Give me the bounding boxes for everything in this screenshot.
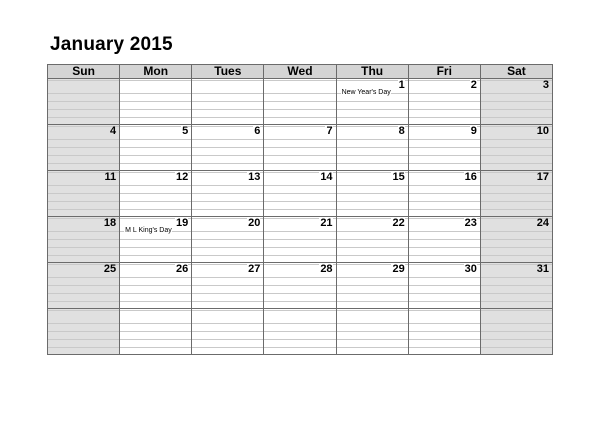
day-number: 15 bbox=[392, 171, 405, 183]
day-cell-lines bbox=[48, 79, 119, 124]
day-cell-lines bbox=[409, 125, 480, 170]
day-cell-lines bbox=[120, 171, 191, 216]
day-cell-lines bbox=[264, 309, 335, 354]
week-row bbox=[48, 171, 553, 217]
day-number: 30 bbox=[464, 263, 477, 275]
day-cell-lines bbox=[409, 171, 480, 216]
day-cell bbox=[408, 309, 480, 355]
day-number: 5 bbox=[182, 125, 189, 137]
day-number: 13 bbox=[248, 171, 261, 183]
day-cell bbox=[336, 309, 408, 355]
day-number: 23 bbox=[464, 217, 477, 229]
day-cell-lines bbox=[192, 171, 263, 216]
day-cell-lines bbox=[337, 309, 408, 354]
day-cell bbox=[264, 217, 336, 263]
day-cell bbox=[48, 171, 120, 217]
day-cell-lines bbox=[481, 171, 552, 216]
day-cell bbox=[48, 263, 120, 309]
day-cell bbox=[480, 79, 552, 125]
holiday-label: M L King's Day bbox=[125, 227, 172, 234]
day-cell bbox=[192, 309, 264, 355]
day-cell-lines bbox=[48, 217, 119, 262]
day-cell bbox=[408, 217, 480, 263]
day-number: 14 bbox=[320, 171, 333, 183]
day-number: 20 bbox=[248, 217, 261, 229]
day-cell-lines bbox=[48, 171, 119, 216]
day-cell bbox=[480, 171, 552, 217]
day-number: 28 bbox=[320, 263, 333, 275]
week-row bbox=[48, 217, 553, 263]
day-cell bbox=[408, 79, 480, 125]
day-cell-lines bbox=[264, 217, 335, 262]
day-cell-lines bbox=[337, 171, 408, 216]
weekday-header-fri: Fri bbox=[408, 65, 480, 79]
day-number: 26 bbox=[176, 263, 189, 275]
day-cell bbox=[120, 263, 192, 309]
day-cell bbox=[480, 263, 552, 309]
day-cell bbox=[336, 125, 408, 171]
day-cell-lines bbox=[481, 217, 552, 262]
day-cell-lines bbox=[337, 79, 408, 124]
day-cell-lines bbox=[192, 79, 263, 124]
weekday-header-row bbox=[48, 65, 553, 79]
day-cell-lines bbox=[120, 79, 191, 124]
day-cell bbox=[48, 79, 120, 125]
day-cell-lines bbox=[481, 309, 552, 354]
calendar-title: January 2015 bbox=[50, 34, 173, 55]
day-number: 9 bbox=[470, 125, 477, 137]
day-cell-lines bbox=[264, 125, 335, 170]
day-cell bbox=[480, 309, 552, 355]
day-number: 27 bbox=[248, 263, 261, 275]
weekday-header-sat: Sat bbox=[480, 65, 552, 79]
day-number: 17 bbox=[536, 171, 549, 183]
weekday-header-wed: Wed bbox=[264, 65, 336, 79]
day-cell-lines bbox=[120, 217, 191, 262]
day-cell-lines bbox=[481, 263, 552, 308]
day-cell bbox=[336, 171, 408, 217]
day-cell bbox=[120, 171, 192, 217]
day-cell bbox=[192, 125, 264, 171]
day-cell bbox=[264, 125, 336, 171]
weekday-header-thu: Thu bbox=[336, 65, 408, 79]
day-cell bbox=[264, 171, 336, 217]
day-cell bbox=[336, 263, 408, 309]
day-cell bbox=[408, 125, 480, 171]
day-cell-lines bbox=[120, 263, 191, 308]
weekday-header-tue: Tues bbox=[192, 65, 264, 79]
day-number: 16 bbox=[464, 171, 477, 183]
day-cell-lines bbox=[120, 125, 191, 170]
day-cell bbox=[48, 217, 120, 263]
day-cell-lines bbox=[409, 309, 480, 354]
week-row bbox=[48, 79, 553, 125]
day-cell bbox=[264, 309, 336, 355]
day-cell-lines bbox=[481, 79, 552, 124]
day-cell bbox=[408, 171, 480, 217]
day-cell bbox=[264, 79, 336, 125]
day-cell bbox=[120, 217, 192, 263]
day-cell-lines bbox=[48, 125, 119, 170]
day-cell-lines bbox=[120, 309, 191, 354]
day-cell bbox=[264, 263, 336, 309]
day-cell-lines bbox=[409, 217, 480, 262]
day-number: 19 bbox=[176, 217, 189, 229]
day-cell bbox=[480, 125, 552, 171]
day-number: 3 bbox=[542, 79, 549, 91]
day-cell-lines bbox=[481, 125, 552, 170]
day-number: 1 bbox=[398, 79, 405, 91]
day-number: 10 bbox=[536, 125, 549, 137]
day-number: 12 bbox=[176, 171, 189, 183]
day-cell-lines bbox=[409, 263, 480, 308]
day-cell bbox=[192, 171, 264, 217]
day-number: 29 bbox=[392, 263, 405, 275]
day-number: 8 bbox=[398, 125, 405, 137]
day-cell bbox=[480, 217, 552, 263]
day-number: 6 bbox=[254, 125, 261, 137]
day-number: 22 bbox=[392, 217, 405, 229]
day-number: 21 bbox=[320, 217, 333, 229]
day-cell bbox=[120, 125, 192, 171]
day-number: 7 bbox=[326, 125, 333, 137]
day-cell-lines bbox=[192, 217, 263, 262]
day-cell-lines bbox=[192, 263, 263, 308]
week-row bbox=[48, 125, 553, 171]
day-cell-lines bbox=[48, 263, 119, 308]
day-number: 31 bbox=[536, 263, 549, 275]
day-cell-lines bbox=[192, 309, 263, 354]
month-calendar-grid bbox=[47, 64, 553, 355]
day-cell-lines bbox=[264, 263, 335, 308]
day-cell bbox=[192, 79, 264, 125]
weekday-header-mon: Mon bbox=[120, 65, 192, 79]
day-number: 24 bbox=[536, 217, 549, 229]
day-cell-lines bbox=[192, 125, 263, 170]
day-cell bbox=[48, 309, 120, 355]
day-cell-lines bbox=[337, 125, 408, 170]
day-cell-lines bbox=[48, 309, 119, 354]
day-cell-lines bbox=[264, 79, 335, 124]
day-number: 25 bbox=[103, 263, 117, 275]
day-cell bbox=[336, 79, 408, 125]
day-cell bbox=[120, 79, 192, 125]
day-number: 4 bbox=[110, 125, 117, 137]
day-cell bbox=[48, 125, 120, 171]
day-cell-lines bbox=[409, 79, 480, 124]
day-cell bbox=[192, 217, 264, 263]
holiday-label: New Year's Day bbox=[341, 89, 391, 96]
day-cell-lines bbox=[264, 171, 335, 216]
day-number: 2 bbox=[470, 79, 477, 91]
day-cell-lines bbox=[337, 263, 408, 308]
week-row bbox=[48, 263, 553, 309]
day-cell bbox=[408, 263, 480, 309]
day-number: 11 bbox=[104, 171, 117, 183]
day-cell bbox=[192, 263, 264, 309]
weekday-header-sun: Sun bbox=[48, 65, 120, 79]
day-cell bbox=[336, 217, 408, 263]
day-cell bbox=[120, 309, 192, 355]
week-row bbox=[48, 309, 553, 355]
day-cell-lines bbox=[337, 217, 408, 262]
day-number: 18 bbox=[103, 217, 117, 229]
